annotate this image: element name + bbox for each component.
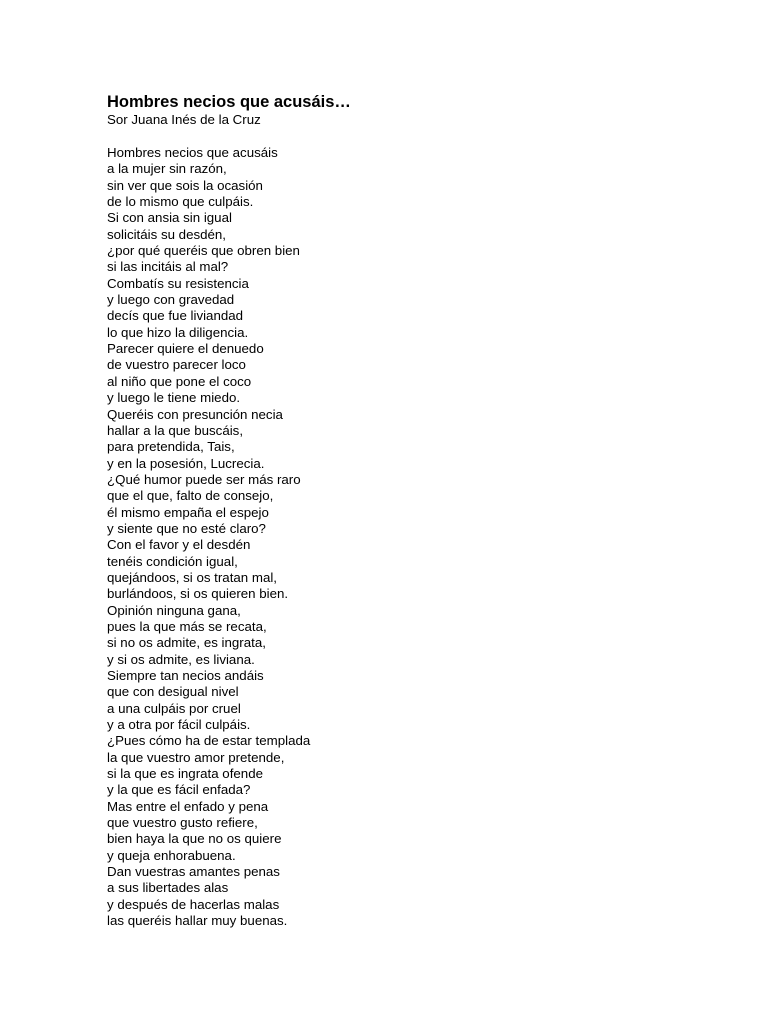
- poem-line: para pretendida, Tais,: [107, 439, 235, 455]
- poem-line: que el que, falto de consejo,: [107, 488, 274, 504]
- poem-line: y la que es fácil enfada?: [107, 782, 251, 798]
- poem-line: solicitáis su desdén,: [107, 226, 226, 242]
- poem-line: Mas entre el enfado y pena: [107, 798, 269, 814]
- poem-line: Parecer quiere el denuedo: [107, 341, 264, 357]
- poem-line: que vuestro gusto refiere,: [107, 815, 258, 831]
- poem-line: y en la posesión, Lucrecia.: [107, 455, 265, 471]
- poem-line: ¿por qué queréis que obren bien: [107, 243, 300, 259]
- poem-line: bien haya la que no os quiere: [107, 831, 282, 847]
- poem-author: Sor Juana Inés de la Cruz: [107, 112, 261, 127]
- poem-line: lo que hizo la diligencia.: [107, 324, 249, 340]
- poem-line: hallar a la que buscáis,: [107, 422, 244, 438]
- poem-line: burlándoos, si os quieren bien.: [107, 586, 289, 602]
- poem-line: la que vuestro amor pretende,: [107, 749, 285, 765]
- poem-line: él mismo empaña el espejo: [107, 504, 269, 520]
- poem-line: ¿Qué humor puede ser más raro: [107, 471, 301, 487]
- poem-line: Dan vuestras amantes penas: [107, 864, 280, 880]
- poem-line: de lo mismo que culpáis.: [107, 194, 254, 210]
- poem-line: y a otra por fácil culpáis.: [107, 717, 251, 733]
- poem-line: y queja enhorabuena.: [107, 847, 236, 863]
- poem-line: decís que fue liviandad: [107, 308, 244, 324]
- poem-line: y luego le tiene miedo.: [107, 390, 241, 406]
- poem-line: si la que es ingrata ofende: [107, 766, 263, 782]
- poem-line: Combatís su resistencia: [107, 275, 249, 291]
- poem-title: Hombres necios que acusáis…: [107, 93, 351, 111]
- poem-line: Con el favor y el desdén: [107, 537, 251, 553]
- poem-line: sin ver que sois la ocasión: [107, 177, 263, 193]
- poem-line: si las incitáis al mal?: [107, 259, 229, 275]
- poem-line: quejándoos, si os tratan mal,: [107, 569, 278, 585]
- document-page: [107, 92, 707, 930]
- poem-line: Queréis con presunción necia: [107, 406, 283, 422]
- poem-line: y siente que no esté claro?: [107, 520, 266, 536]
- poem-line: que con desigual nivel: [107, 684, 239, 700]
- poem-line: pues la que más se recata,: [107, 618, 267, 634]
- poem-line: Si con ansia sin igual: [107, 210, 232, 226]
- poem-line: a la mujer sin razón,: [107, 161, 227, 177]
- poem-body: [107, 145, 707, 930]
- poem-line: al niño que pone el coco: [107, 373, 252, 389]
- poem-line: tenéis condición igual,: [107, 553, 238, 569]
- poem-line: a sus libertades alas: [107, 880, 229, 896]
- poem-line: Siempre tan necios andáis: [107, 668, 264, 683]
- poem-line: las queréis hallar muy buenas.: [107, 913, 288, 929]
- poem-line: ¿Pues cómo ha de estar templada: [107, 733, 311, 749]
- poem-line: y si os admite, es liviana.: [107, 651, 255, 667]
- poem-line: si no os admite, es ingrata,: [107, 635, 266, 651]
- poem-line: y después de hacerlas malas: [107, 896, 280, 912]
- poem-line: de vuestro parecer loco: [107, 357, 246, 373]
- poem-line: y luego con gravedad: [107, 292, 235, 308]
- poem-line: a una culpáis por cruel: [107, 700, 241, 716]
- poem-line: Hombres necios que acusáis: [107, 145, 278, 160]
- poem-line: Opinión ninguna gana,: [107, 602, 241, 618]
